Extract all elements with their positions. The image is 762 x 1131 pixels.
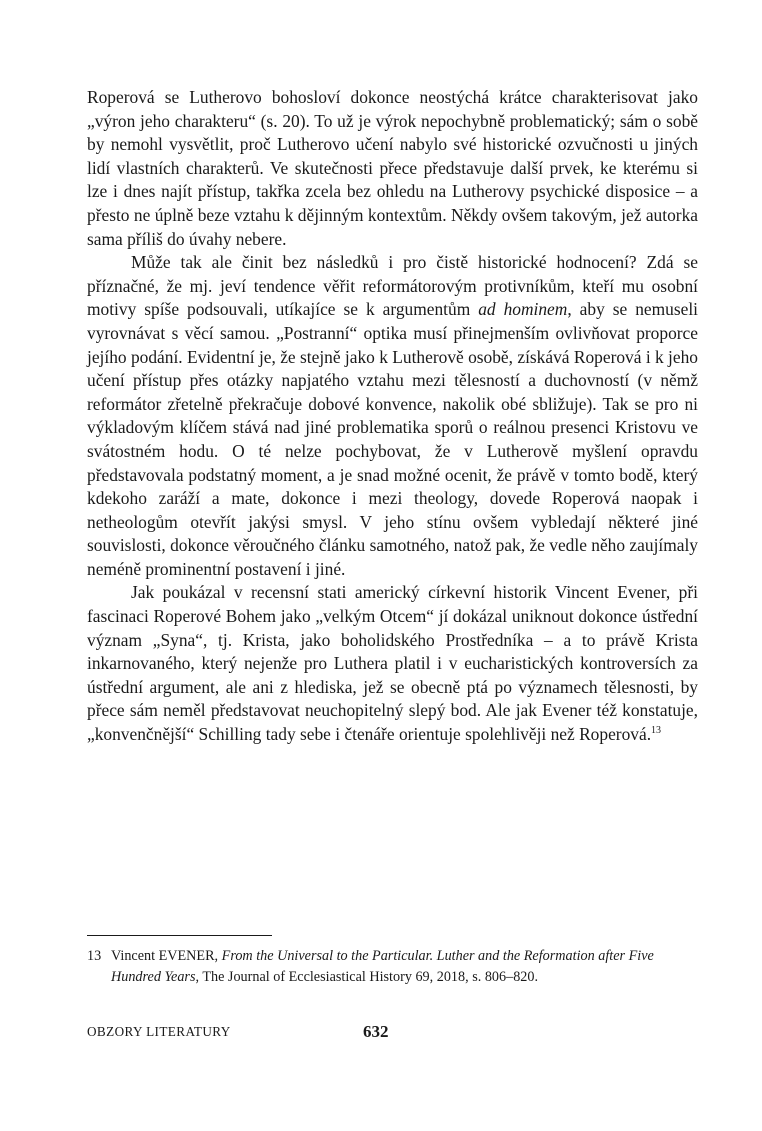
running-head: OBZORY LITERATURY — [87, 1024, 231, 1039]
body-text — [87, 86, 698, 747]
page-number: 632 — [363, 1022, 389, 1041]
footnote — [87, 946, 698, 987]
footnote-number: 13 — [87, 948, 102, 964]
footnote-body — [111, 946, 698, 987]
footnote-reference[interactable]: 13 — [651, 725, 662, 737]
footnote-author: Vincent EVENER, — [111, 948, 222, 964]
paragraph-2-part-b: , aby se nemuseli vyrovnávat s věcí samou. „Postranní“ optika musí přinejmenším ovlivňovat proporce jejího podání. Evidentní je, že stejně jako k Lutherově osobě, získává Roperová i k jeho učení přístup přes otázky napjatého vztahu mezi tělesností a duchovností (v němž reformátor zřetelně překračuje dobové konvence, nakolik obé sbližuje). Tak se pro ni výkladovým klíčem stává nad jiné problematika sporů o reálnou presenci Kristovu ve svátostném hodu. O té nelze pochybovat, že v Lutherově myšlení opravdu představovala podstatný moment, a je snad možné ocenit, že právě v tomto bodě, který kdekoho zaráží a mate, dokonce i mezi theology, dovede Roperová naopak i netheologům otevřít jakýsi smysl. V jeho stínu ovšem vybledají některé jiné souvislosti, dokonce věroučného článku samotného, natož pak, že vedle něho zaujímaly neméně prominentní postavení i jiné. — [87, 299, 698, 579]
paragraph-3 — [87, 581, 698, 746]
paragraph-2-part-a: Může tak ale činit bez následků i pro čistě historické hodnocení? Zdá se příznačné, že mj. jeví tendence věřit reformátorovým protivníkům, kteří mu osobní motivy spíše podsouvali, utíkajíce se k argumentům — [87, 252, 698, 320]
paragraph-3-text: Jak poukázal v recensní stati americký církevní historik Vincent Evener, při fascinaci Roperové Bohem jako „velkým Otcem“ jí dokázal uniknout dokonce ústřední význam „Syna“, tj. Krista, jako boholidského Prostředníka – a to právě Krista inkarnovaného, který nejenže pro Luthera platil i v eucharistických kontroversích za ústřední argument, ale ani z hlediska, jež se obecně ptá po významech tělesnosti, by přece sám neměl představovat neuchopitelný slepý bod. Ale jak Evener též konstatuje, „konvenčnější“ Schilling tady sebe i čtenáře orientuje spolehlivěji než Roperová. — [87, 582, 698, 745]
paragraph-2-italic-phrase: ad hominem — [478, 299, 568, 320]
paragraph-2 — [87, 251, 698, 581]
footnote-separator — [87, 935, 272, 936]
paragraph-1: Roperová se Lutherovo bohosloví dokonce neostýchá krátce charakterisovat jako „výron jeho charakteru“ (s. 20). To už je výrok nepochybně problematický; sám o sobě by nemohl vysvětlit, proč Lutherovo učení nabylo své historické ozvučnosti u jiných lidí vlastních charakterů. Ve skutečnosti přece představuje další prvek, ke kterému si lze i dnes najít přístup, takřka zcela bez ohledu na Lutherovy psychické disposice – a přesto ne úplně beze vztahu k dějinným kontextům. Někdy ovšem takovým, jež autorka sama příliš do úvahy nebere. — [87, 87, 698, 249]
footnote-title: From the Universal to the Particular. Luther and the Reformation after Five Hundred Years — [111, 948, 654, 985]
footnote-source: , The Journal of Ecclesiastical History 69, 2018, s. 806–820. — [195, 968, 539, 985]
